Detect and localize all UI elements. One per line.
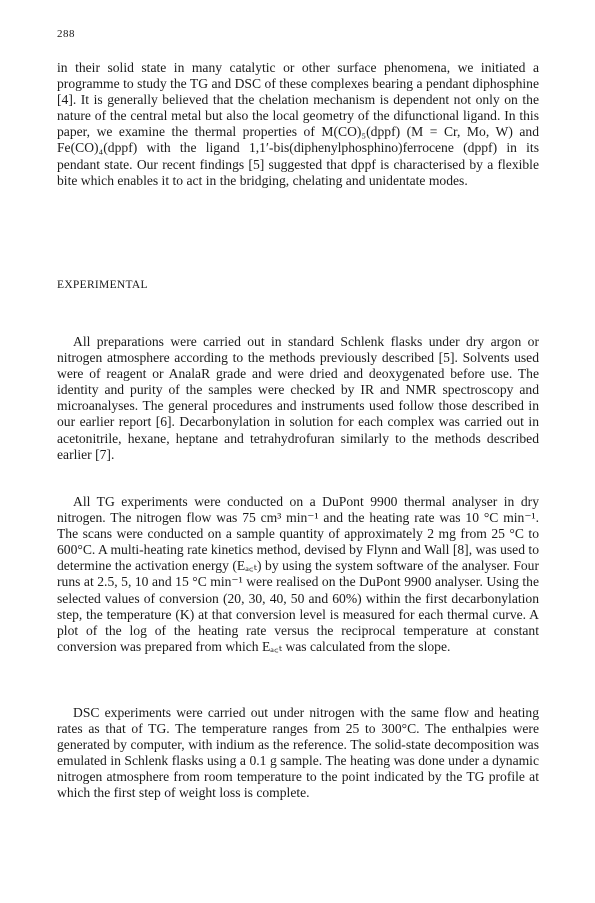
section-heading-experimental: EXPERIMENTAL bbox=[57, 279, 148, 291]
intro-paragraph: in their solid state in many catalytic or other surface phenomena, we initiated a programme to study the TG and DSC of these complexes bearing a pendant diphosphine [4]. It is generally believed that the chelation mechanism is dependent not only on the nature of the central metal but also the local geometry of the difunctional ligand. In this paper, we examine the thermal properties of M(CO)₅(dppf) (M = Cr, Mo, W) and Fe(CO)₄(dppf) with the ligand 1,1′-bis(diphenylphosphino)ferrocene (dppf) in its pendant state. Our recent findings [5] suggested that dppf is characterised by a flexible bite which enables it to act in the bridging, chelating and unidentate modes. bbox=[57, 60, 539, 188]
preparation-paragraph: All preparations were carried out in standard Schlenk flasks under dry argon or nitrogen atmosphere according to the methods previously described [5]. Solvents used were of reagent or AnalaR grade and were dried and deoxygenated before use. The identity and purity of the samples were checked by IR and NMR spectroscopy and microanalyses. The general procedures and instruments used follow those described in our earlier report [6]. Decarbonylation in solution for each complex was carried out in acetonitrile, hexane, heptane and tetrahydrofuran similarly to the methods described earlier [7]. bbox=[57, 334, 539, 462]
tg-experiments-paragraph: All TG experiments were conducted on a DuPont 9900 thermal analyser in dry nitrogen. The nitrogen flow was 75 cm³ min⁻¹ and the heating rate was 10 °C min⁻¹. The scans were conducted on a sample quantity of approximately 2 mg from 25 °C to 600°C. A multi-heating rate kinetics method, devised by Flynn and Wall [8], was used to determine the activation energy (Eₐ꜀ₜ) by using the system software of the analyser. Four runs at 2.5, 5, 10 and 15 °C min⁻¹ were realised on the DuPont 9900 analyser. Using the selected values of conversion (20, 30, 40, 50 and 60%) within the first decarbonylation step, the temperature (K) at that conversion level is measured for each thermal curve. A plot of the log of the heating rate versus the reciprocal temperature at constant conversion was prepared from which Eₐ꜀ₜ was calculated from the slope. bbox=[57, 494, 539, 654]
dsc-experiments-paragraph: DSC experiments were carried out under nitrogen with the same flow and heating rates as that of TG. The temperature ranges from 25 to 300°C. The enthalpies were generated by computer, with indium as the reference. The solid-state decomposition was emulated in Schlenk flasks using a 0.1 g sample. The heating was done under a dynamic nitrogen atmosphere from room temperature to the point indicated by the TG profile at which the first step of weight loss is complete. bbox=[57, 705, 539, 801]
page-number: 288 bbox=[57, 28, 75, 40]
